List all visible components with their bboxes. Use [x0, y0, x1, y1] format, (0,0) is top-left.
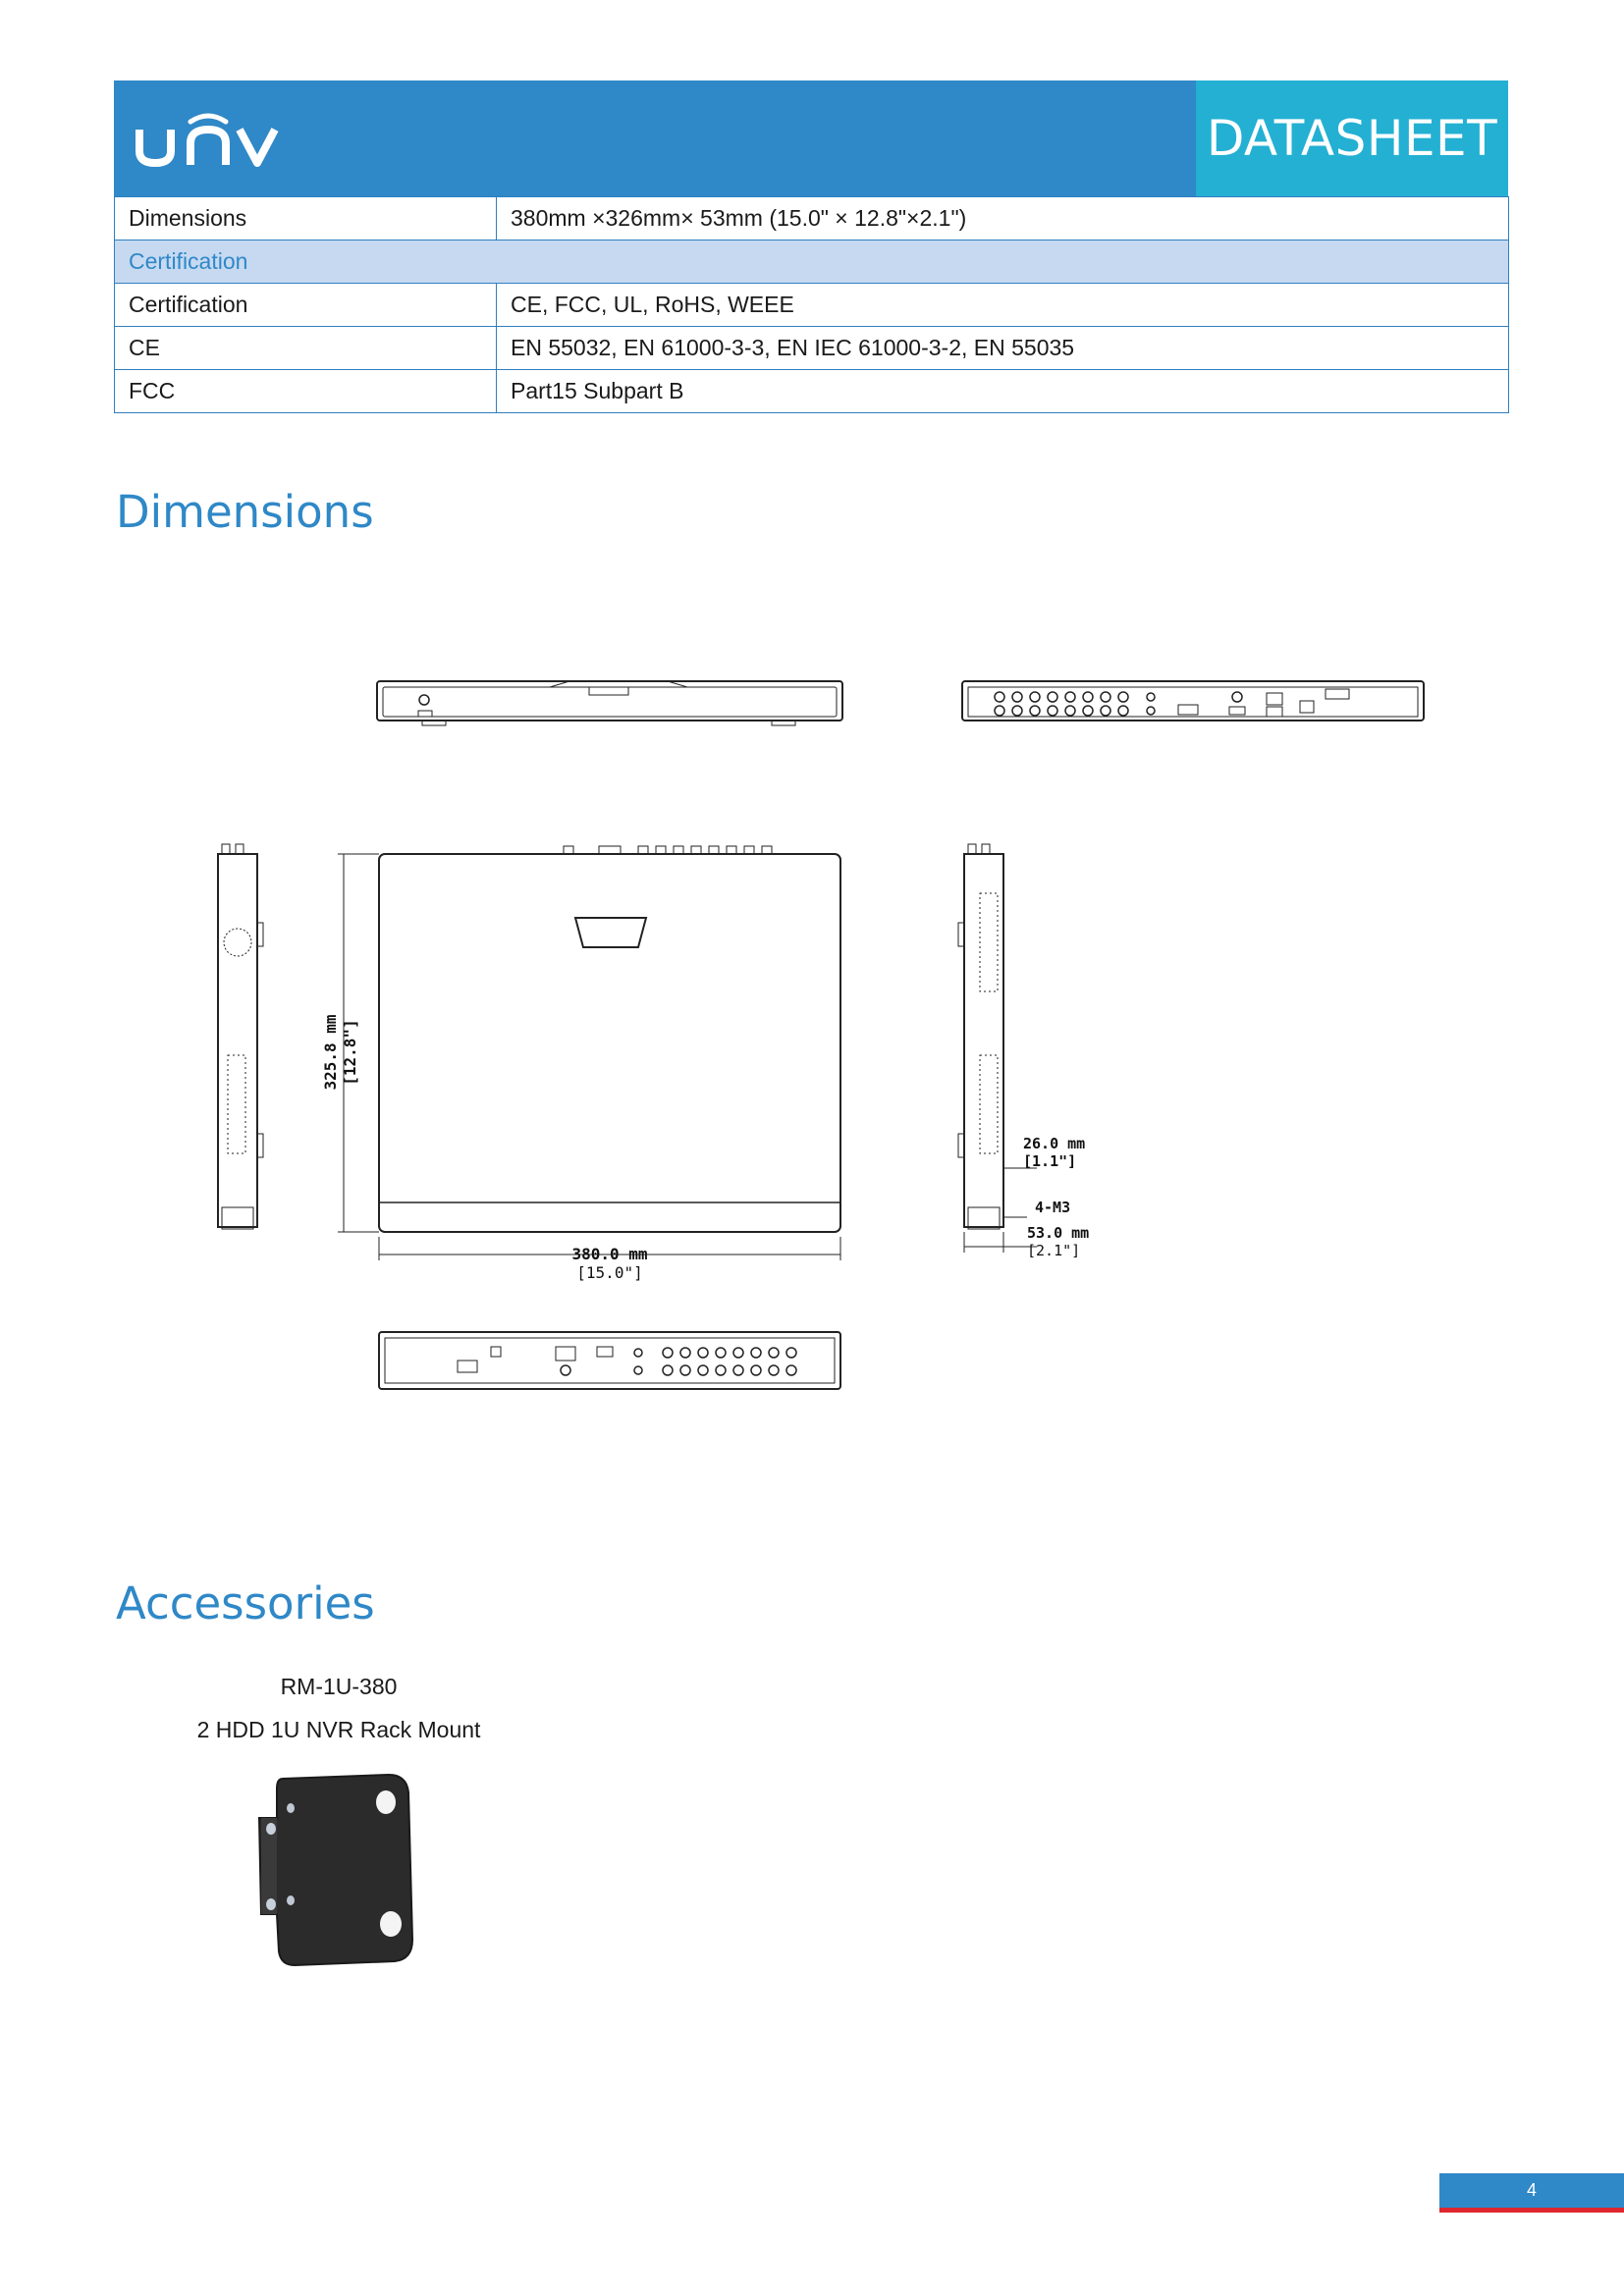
- row-label: FCC: [115, 370, 497, 413]
- height-mm-label: 53.0 mm: [1027, 1224, 1090, 1242]
- rear-view: [962, 681, 1424, 721]
- top-view: [338, 846, 840, 1260]
- front-view: [377, 681, 842, 725]
- accessory-description: 2 HDD 1U NVR Rack Mount: [196, 1717, 481, 1742]
- table-row: [115, 197, 1509, 240]
- right-side-view: [958, 844, 1037, 1253]
- row-value: EN 55032, EN 61000-3-3, EN IEC 61000-3-2, EN 55035: [497, 327, 1509, 370]
- table-row: [115, 327, 1509, 370]
- datasheet-badge: DATASHEET: [1196, 80, 1508, 196]
- table-section-row: [115, 240, 1509, 284]
- row-label: Dimensions: [115, 197, 497, 240]
- depth-mm-label: 325.8 mm: [321, 1014, 340, 1091]
- rack-mount-bracket-image: [242, 1767, 423, 1968]
- page-number: 4: [1439, 2173, 1624, 2213]
- dimensions-title: Dimensions: [116, 486, 374, 538]
- table-row: [115, 284, 1509, 327]
- row-value: Part15 Subpart B: [497, 370, 1509, 413]
- row-label: Certification: [115, 284, 497, 327]
- height-in-label: [2.1"]: [1027, 1242, 1081, 1259]
- accessory-model: RM-1U-380: [280, 1674, 398, 1699]
- width-in-label: [15.0"]: [576, 1263, 643, 1282]
- accessories-title: Accessories: [116, 1577, 375, 1629]
- side-mm-label: 26.0 mm: [1023, 1135, 1086, 1152]
- row-value: CE, FCC, UL, RoHS, WEEE: [497, 284, 1509, 327]
- dimension-drawing: [196, 667, 1453, 1414]
- row-value: 380mm ×326mm× 53mm (15.0" × 12.8"×2.1"): [497, 197, 1509, 240]
- spec-table: [114, 196, 1509, 413]
- table-row: [115, 370, 1509, 413]
- row-label: CE: [115, 327, 497, 370]
- bottom-rear-view: [379, 1332, 840, 1389]
- unv-logo: [134, 108, 291, 167]
- section-heading: Certification: [115, 240, 1509, 284]
- screw-label: 4-M3: [1035, 1199, 1071, 1216]
- side-in-label: [1.1"]: [1023, 1152, 1077, 1170]
- left-side-view: [218, 844, 263, 1229]
- depth-in-label: [12.8"]: [341, 1019, 359, 1086]
- width-mm-label: 380.0 mm: [571, 1245, 648, 1263]
- header-banner: [114, 80, 1508, 196]
